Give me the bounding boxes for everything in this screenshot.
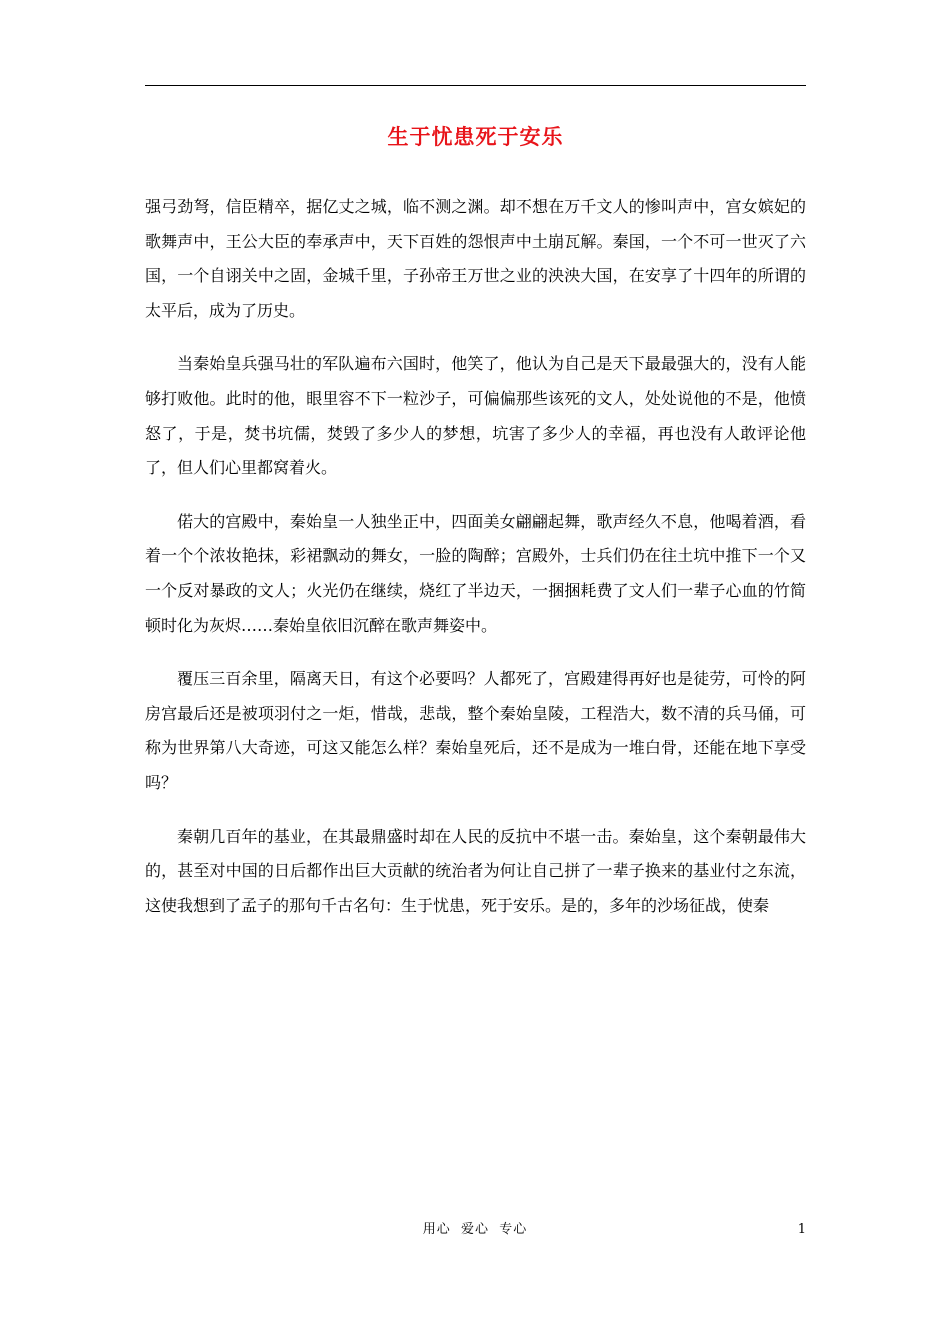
footer-slogan: 用心 爱心 专心 <box>422 1222 528 1237</box>
paragraph-2: 当秦始皇兵强马壮的军队遍布六国时，他笑了，他认为自己是天下最最强大的，没有人能够打败他。此时的他，眼里容不下一粒沙子，可偏偏那些该死的文人，处处说他的不是，他愤怒了，于是，焚书坑儒，焚毁了多少人的梦想，坑害了多少人的幸福，再也没有人敢评论他了，但人们心里都窝着火。 <box>145 354 806 478</box>
header-rule <box>145 85 806 86</box>
document-title: 生于忧患死于安乐 <box>387 124 564 149</box>
paragraph-3: 偌大的宫殿中，秦始皇一人独坐正中，四面美女翩翩起舞，歌声经久不息，他喝着酒，看着一个个浓妆艳抹，彩裙飘动的舞女，一脸的陶醉；宫殿外，士兵们仍在往土坑中推下一个又一个反对暴政的文人；火光仍在继续，烧红了半边天，一捆捆耗费了文人们一辈子心血的竹简顿时化为灰烬……秦始皇依旧沉醉在歌声舞姿中。 <box>145 511 806 635</box>
paragraph-4: 覆压三百余里，隔离天日，有这个必要吗？人都死了，宫殿建得再好也是徒劳，可怜的阿房宫最后还是被项羽付之一炬，惜哉，悲哉，整个秦始皇陵，工程浩大，数不清的兵马俑，可称为世界第八大奇迹，可这又能怎么样？秦始皇死后，还不是成为一堆白骨，还能在地下享受吗？ <box>145 669 806 792</box>
document-body <box>145 190 806 942</box>
paragraph-5: 秦朝几百年的基业，在其最鼎盛时却在人民的反抗中不堪一击。秦始皇，这个秦朝最伟大的，甚至对中国的日后都作出巨大贡献的统治者为何让自己拼了一辈子换来的基业付之东流，这使我想到了孟子的那句千古名句：生于忧患，死于安乐。是的，多年的沙场征战，使秦 <box>145 826 806 915</box>
page-number: 1 <box>797 1222 806 1237</box>
paragraph-1: 强弓劲弩，信臣精卒，据亿丈之城，临不测之渊。却不想在万千文人的惨叫声中，宫女嫔妃的歌舞声中，王公大臣的奉承声中，天下百姓的怨恨声中土崩瓦解。秦国，一个不可一世灭了六国，一个自诩关中之固，金城千里，子孙帝王万世之业的泱泱大国，在安享了十四年的所谓的太平后，成为了历史。 <box>145 197 806 320</box>
